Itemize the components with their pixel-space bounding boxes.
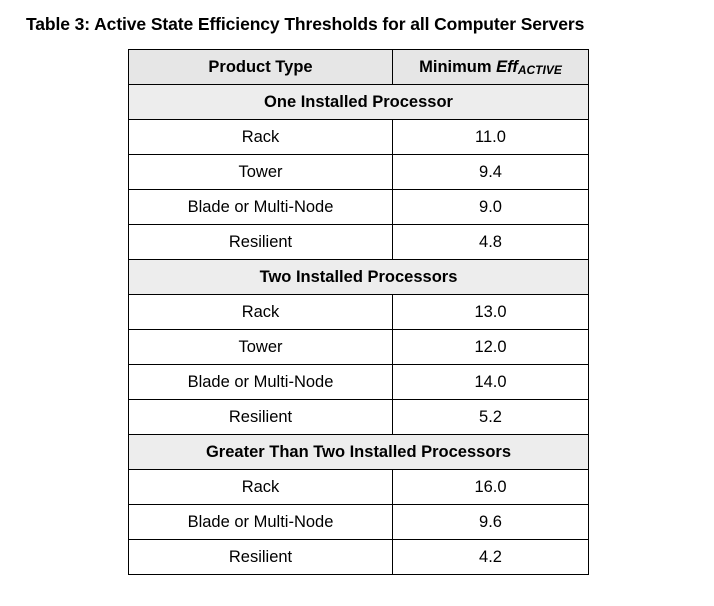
product-type-cell: Tower xyxy=(129,330,393,365)
product-type-cell: Blade or Multi-Node xyxy=(129,505,393,540)
table-row xyxy=(129,365,589,400)
efficiency-table-wrapper xyxy=(128,49,588,575)
product-type-cell: Resilient xyxy=(129,540,393,575)
group-header-row xyxy=(129,85,589,120)
table-row xyxy=(129,225,589,260)
min-eff-active-cell: 4.8 xyxy=(393,225,589,260)
min-eff-active-cell: 9.6 xyxy=(393,505,589,540)
min-eff-active-cell: 5.2 xyxy=(393,400,589,435)
product-type-cell: Resilient xyxy=(129,400,393,435)
column-header-minimum-eff-active xyxy=(393,50,589,85)
table-caption: Table 3: Active State Efficiency Thresholds for all Computer Servers xyxy=(26,14,585,34)
min-eff-active-cell: 4.2 xyxy=(393,540,589,575)
column-header-product-type: Product Type xyxy=(129,50,393,85)
active-state-efficiency-table xyxy=(128,49,589,575)
product-type-cell: Rack xyxy=(129,295,393,330)
table-row xyxy=(129,540,589,575)
min-eff-active-cell: 11.0 xyxy=(393,120,589,155)
min-eff-active-cell: 14.0 xyxy=(393,365,589,400)
table-header-row xyxy=(129,50,589,85)
product-type-cell: Tower xyxy=(129,155,393,190)
min-eff-active-cell: 13.0 xyxy=(393,295,589,330)
header-eff-text: Eff xyxy=(496,57,518,76)
product-type-cell: Blade or Multi-Node xyxy=(129,190,393,225)
header-prefix-text: Minimum xyxy=(419,57,497,76)
group-header-row xyxy=(129,260,589,295)
group-header-row xyxy=(129,435,589,470)
table-head xyxy=(129,50,589,85)
table-body xyxy=(129,85,589,575)
group-label-two-installed-processors: Two Installed Processors xyxy=(129,260,589,295)
table-row xyxy=(129,295,589,330)
group-label-one-installed-processor: One Installed Processor xyxy=(129,85,589,120)
table-row xyxy=(129,505,589,540)
min-eff-active-cell: 9.4 xyxy=(393,155,589,190)
product-type-cell: Rack xyxy=(129,470,393,505)
table-row xyxy=(129,120,589,155)
product-type-cell: Resilient xyxy=(129,225,393,260)
min-eff-active-cell: 9.0 xyxy=(393,190,589,225)
header-eff-subscript: ACTIVE xyxy=(517,62,562,77)
table-row xyxy=(129,155,589,190)
group-label-greater-than-two-installed-processors: Greater Than Two Installed Processors xyxy=(129,435,589,470)
table-row xyxy=(129,330,589,365)
product-type-cell: Rack xyxy=(129,120,393,155)
table-row xyxy=(129,470,589,505)
product-type-cell: Blade or Multi-Node xyxy=(129,365,393,400)
table-row xyxy=(129,190,589,225)
min-eff-active-cell: 16.0 xyxy=(393,470,589,505)
table-row xyxy=(129,400,589,435)
min-eff-active-cell: 12.0 xyxy=(393,330,589,365)
